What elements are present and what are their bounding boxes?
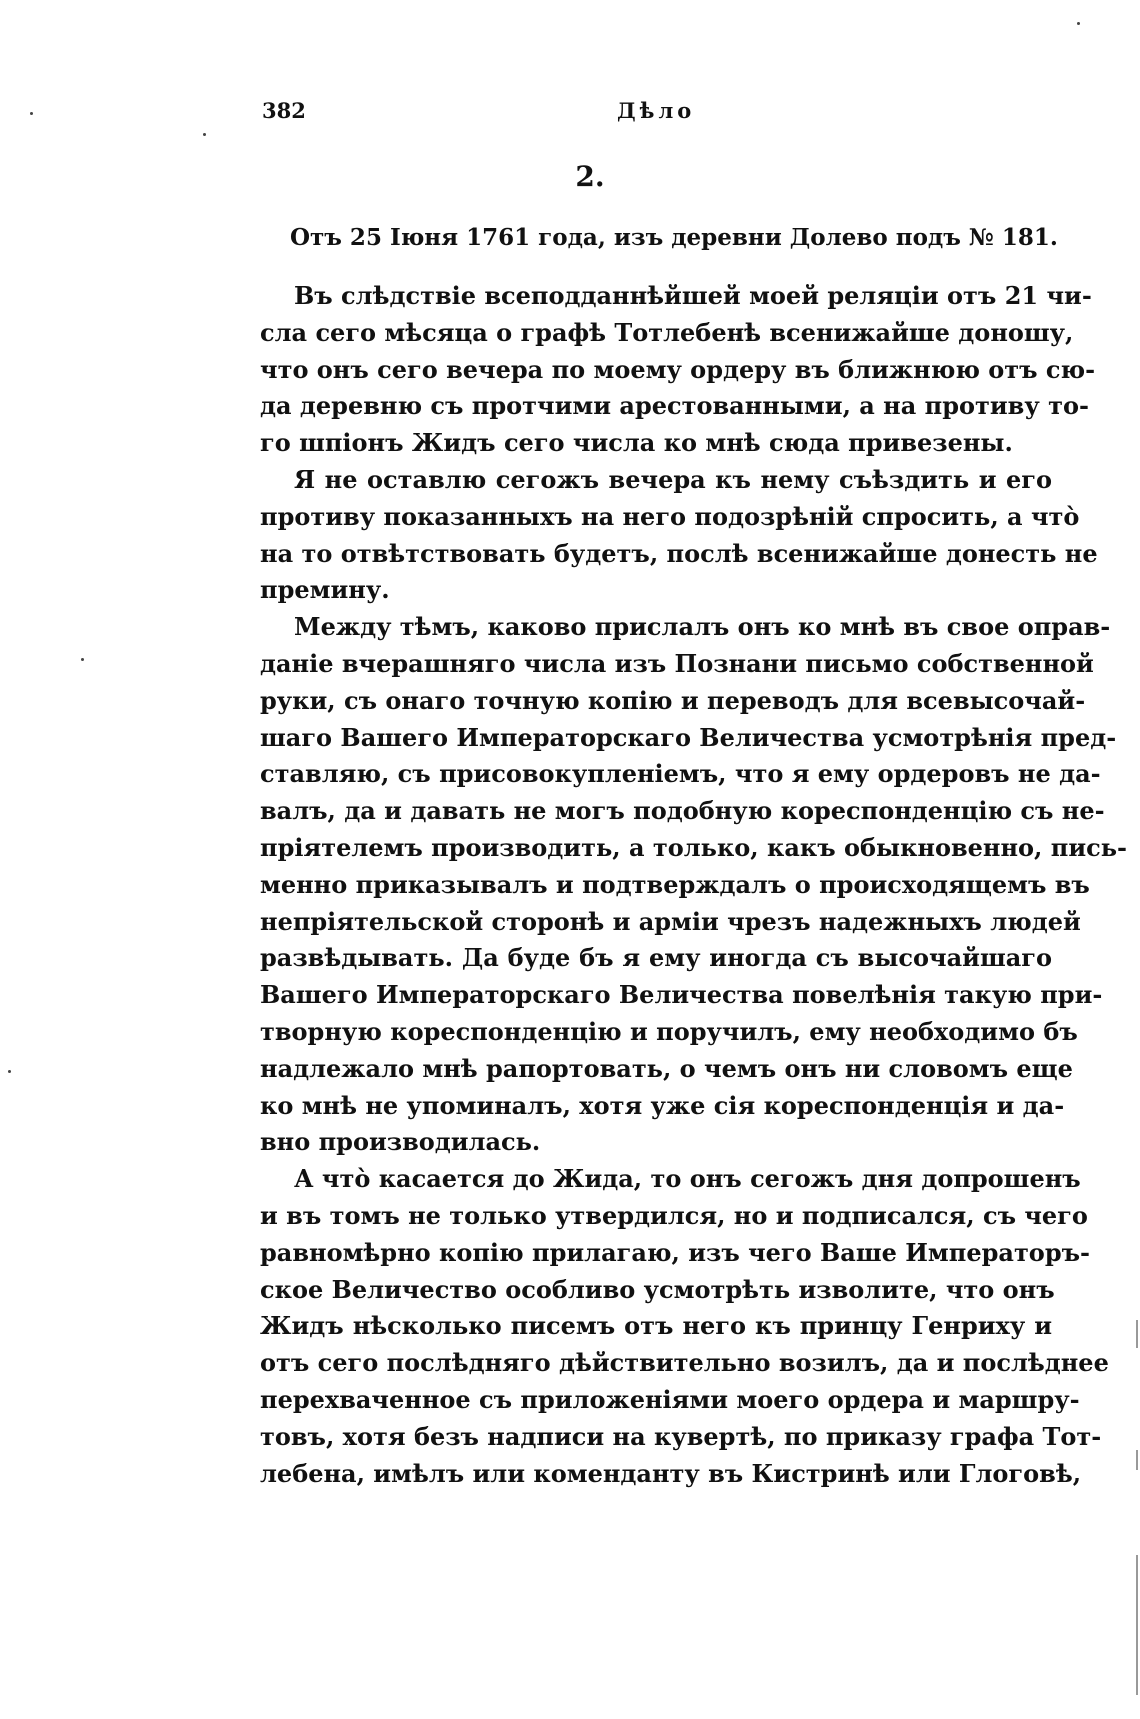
page-edge-mark bbox=[1136, 1555, 1138, 1695]
text-line: и въ томъ не только утвердился, но и подписался, съ чего bbox=[260, 1200, 1088, 1230]
text-line: Вашего Императорскаго Величества повелѣнія такую при- bbox=[260, 980, 1103, 1010]
running-title: Дѣло bbox=[617, 98, 696, 123]
text-line: творную кореспонденцію и поручилъ, ему необходимо бъ bbox=[260, 1016, 1078, 1046]
section-number: 2. bbox=[575, 160, 605, 193]
text-line: Въ слѣдствіе всеподданнѣйшей моей реляціи отъ 21 чи- bbox=[294, 281, 1092, 310]
page-number: 382 bbox=[262, 98, 306, 123]
text-line: развѣдывать. Да буде бъ я ему иногда съ высочайшаго bbox=[260, 943, 1052, 973]
text-line: руки, съ онаго точную копію и переводъ для всевысочай- bbox=[260, 685, 1086, 715]
text-line: надлежало мнѣ рапортовать, о чемъ онъ ни словомъ еще bbox=[260, 1053, 1073, 1083]
text-line: вно производилась. bbox=[260, 1127, 541, 1157]
text-line: ское Величество особливо усмотрѣть изволите, что онъ bbox=[260, 1274, 1055, 1304]
text-line: отъ сего послѣдняго дѣйствительно возилъ, да и послѣднее bbox=[260, 1348, 1109, 1378]
paragraph bbox=[260, 462, 1098, 609]
paragraph bbox=[260, 278, 1096, 462]
text-line: да деревню съ протчими арестованными, а на противу то- bbox=[260, 391, 1089, 421]
text-line: премину. bbox=[260, 575, 390, 605]
text-line: шаго Вашего Императорскаго Величества усмотрѣнія пред- bbox=[260, 722, 1117, 752]
page-header bbox=[262, 98, 707, 128]
text-line: равномѣрно копію прилагаю, изъ чего Ваше Императоръ- bbox=[260, 1237, 1090, 1267]
text-line: валъ, да и давать не могъ подобную кореспонденцію съ не- bbox=[260, 796, 1105, 826]
text-line: противу показанныхъ на него подозрѣній спросить, а чтò bbox=[260, 501, 1080, 531]
text-line: Я не оставлю сегожъ вечера къ нему съѣздить и его bbox=[294, 464, 1052, 494]
text-line: ставляю, съ присовокупленіемъ, что я ему ордеровъ не да- bbox=[260, 759, 1101, 789]
scan-speck bbox=[1077, 22, 1080, 25]
text-line: перехваченное съ приложеніями моего ордера и маршру- bbox=[260, 1384, 1080, 1414]
document-subtitle: Отъ 25 Іюня 1761 года, изъ деревни Долево подъ № 181. bbox=[290, 224, 1058, 251]
page-edge-mark bbox=[1136, 1320, 1138, 1348]
text-line: товъ, хотя безъ надписи на кувертѣ, по приказу графа Тот- bbox=[260, 1421, 1102, 1451]
text-line: непріятельской сторонѣ и арміи чрезъ надежныхъ людей bbox=[260, 906, 1081, 936]
text-line: менно приказывалъ и подтверждалъ о происходящемъ въ bbox=[260, 869, 1090, 899]
page-edge-mark bbox=[1136, 1450, 1138, 1470]
text-line: Между тѣмъ, каково прислалъ онъ ко мнѣ въ свое оправ- bbox=[294, 612, 1111, 642]
document-body bbox=[260, 278, 1127, 1492]
text-line: пріятелемъ производить, а только, какъ обыкновенно, пись- bbox=[260, 832, 1127, 862]
text-line: Жидъ нѣсколько писемъ отъ него къ принцу Генриху и bbox=[260, 1311, 1052, 1341]
paragraph bbox=[260, 1161, 1109, 1492]
text-line: сла сего мѣсяца о графѣ Тотлебенѣ всенижайше доношу, bbox=[260, 317, 1074, 347]
text-line: лебена, имѣлъ или коменданту въ Кистринѣ или Глоговѣ, bbox=[260, 1458, 1082, 1488]
text-line: го шпіонъ Жидъ сего числа ко мнѣ сюда привезены. bbox=[260, 428, 1013, 458]
text-line: даніе вчерашняго числа изъ Познани письмо собственной bbox=[260, 648, 1094, 678]
text-line: на то отвѣтствовать будетъ, послѣ всенижайше донесть не bbox=[260, 538, 1098, 568]
paragraph bbox=[260, 609, 1127, 1161]
scan-speck bbox=[30, 112, 33, 115]
scan-speck bbox=[81, 658, 84, 661]
text-line: ко мнѣ не упоминалъ, хотя уже сія кореспонденція и да- bbox=[260, 1090, 1065, 1120]
scan-speck bbox=[203, 133, 206, 136]
text-line: что онъ сего вечера по моему ордеру въ ближнюю отъ сю- bbox=[260, 354, 1096, 384]
text-line: А чтò касается до Жида, то онъ сегожъ дня допрошенъ bbox=[294, 1164, 1081, 1194]
scan-speck bbox=[8, 1070, 11, 1073]
